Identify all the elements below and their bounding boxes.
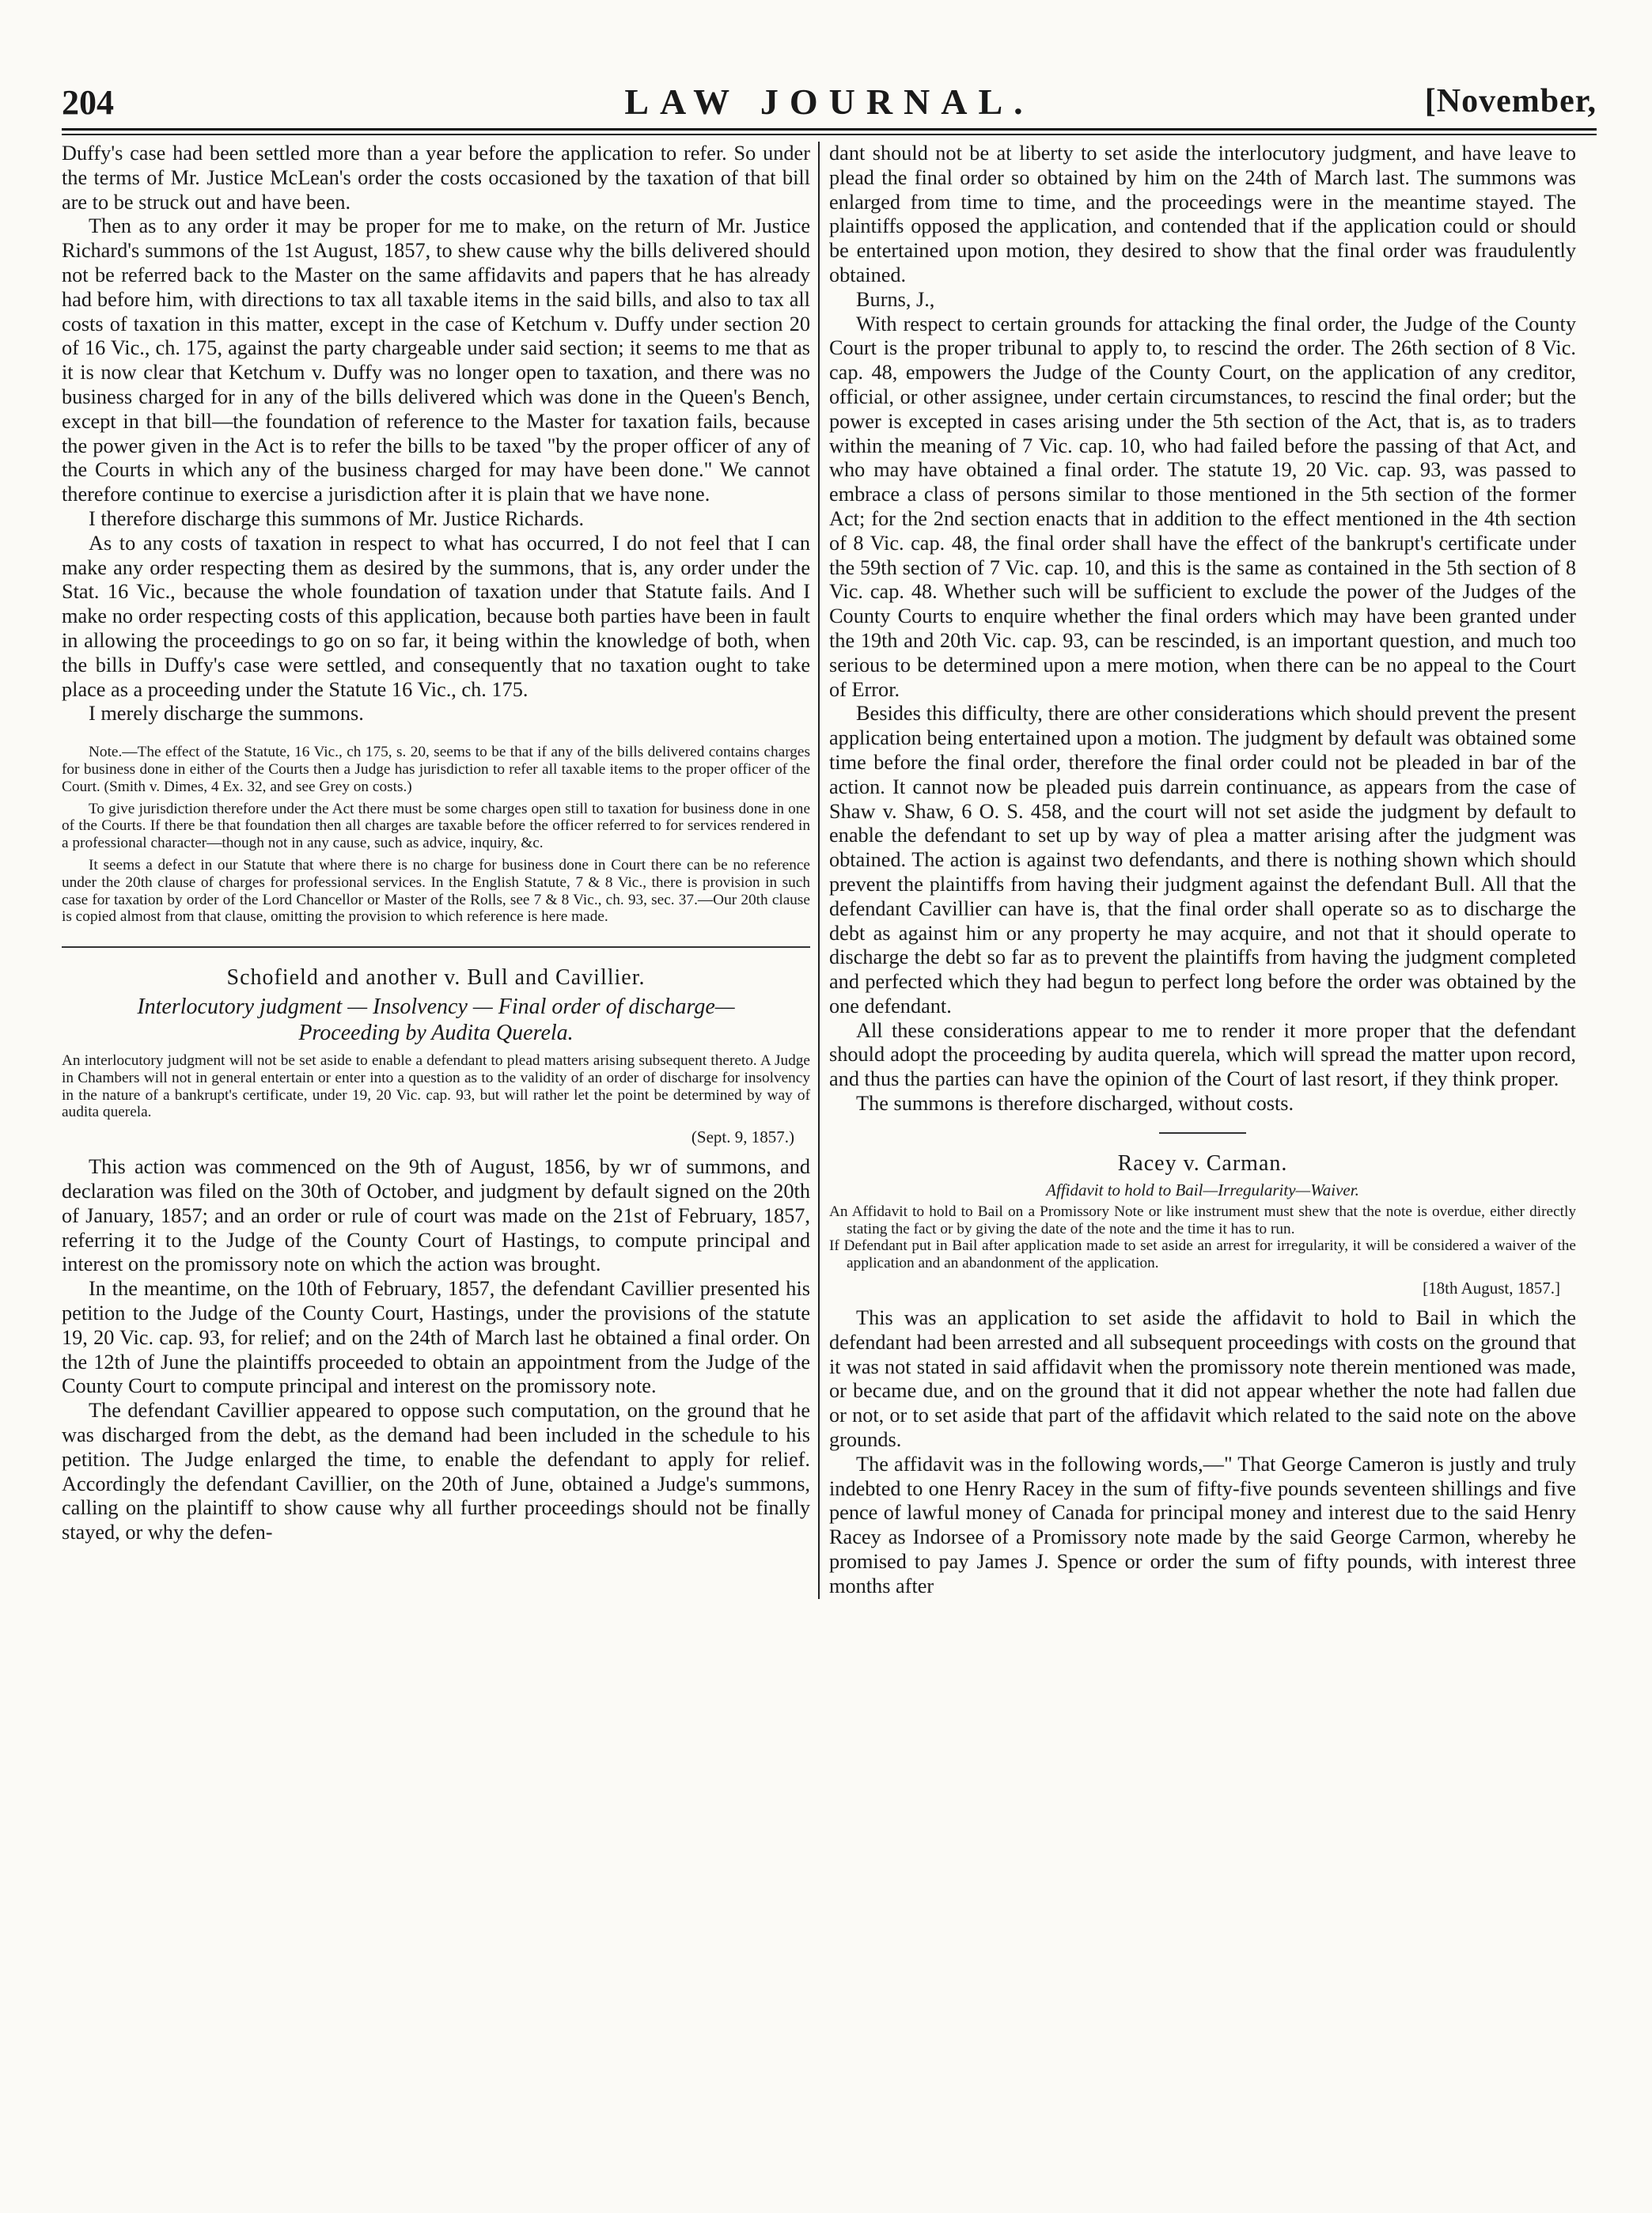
headnote-text: If Defendant put in Bail after application made to set aside an arrest for irregularity, it will be considered a waiver of the application and an abandonment of the application. <box>829 1237 1576 1272</box>
paragraph: The summons is therefore discharged, without costs. <box>856 1092 1294 1116</box>
case-subtitle-line: Interlocutory judgment — Insolvency — Final order of discharge— <box>137 995 735 1020</box>
issue-month: [November, <box>1424 83 1597 119</box>
headnote-text: An interlocutory judgment will not be set aside to enable a defendant to plead matters arising subsequent thereto. A Judge in Chambers will not in general entertain or enter into a question as to the validity of an order of discharge for insolvency in the nature of a bankrupt's certificate, under 19, 20 Vic. cap. 93, but will rather let the point be determined by way of audita querela. <box>62 1052 810 1121</box>
case-title: Racey v. Carman. <box>1117 1150 1288 1176</box>
case-subtitle: Affidavit to hold to Bail—Irregularity—Waiver. <box>1046 1180 1359 1199</box>
footnote: It seems a defect in our Statute that where there is no charge for business done in Court there can be no reference under the 20th clause of charges for professional services. In the English Statute, 7 & 8 Vic., there is provision in such case for taxation by order of the Lord Chancellor or Master of the Rolls, see 7 & 8 Vic., ch. 93, sec. 37.—Our 20th clause is copied almost from that clause, omitting the provision to which reference is here made. <box>62 856 810 926</box>
paragraph: I therefore discharge this summons of Mr. Justice Richards. <box>89 506 585 530</box>
case-date: [18th August, 1857.] <box>1423 1279 1560 1298</box>
headnote-text: An Affidavit to hold to Bail on a Promissory Note or like instrument must shew that the note is overdue, either directly stating the fact or by giving the date of the note and the time it has to run. <box>829 1203 1576 1237</box>
paragraph: The defendant Cavillier appeared to oppose such computation, on the ground that he was discharged from the debt, as the demand had been included in the schedule to his petition. The Judge enlarged the time, to enable the defendant to apply for relief. Accordingly the defendant Cavillier, on the 20th of June, obtained a Judge's summons, calling on the plaintiff to show cause why all further proceedings should not be finally stayed, or why the defen- <box>62 1399 810 1544</box>
header-rule <box>62 128 1597 135</box>
case-title: Schofield and another v. Bull and Cavillier. <box>62 946 810 991</box>
paragraph: As to any costs of taxation in respect to what has occurred, I do not feel that I can make any order respecting them as desired by the summons, that is, any order under the Stat. 16 Vic., because the whole foundation of taxation under that Statute fails. And I make no order respecting costs of this application, because both parties have been in fault in allowing the proceedings to go on so far, it being within the knowledge of both, when the bills in Duffy's case were settled, and consequently that no taxation ought to take place as a proceeding under the Statute 16 Vic., ch. 175. <box>62 531 810 701</box>
left-column <box>62 142 818 1599</box>
paragraph: Duffy's case had been settled more than a year before the application to refer. So under the terms of Mr. Justice McLean's order the costs occasioned by the taxation of that bill are to be struck out and have been. <box>62 142 810 214</box>
case-subtitle <box>62 994 810 1046</box>
section-rule <box>1159 1132 1246 1134</box>
case-date: (Sept. 9, 1857.) <box>691 1127 794 1147</box>
paragraph: I merely discharge the summons. <box>89 702 364 726</box>
footnote: To give jurisdiction therefore under the Act there must be some charges open still to taxation for business done in one of the Courts. If there be that foundation then all charges are taxable before the officer referred to for services rendered in a professional character—though not in any cause, such as advice, inquiry, &c. <box>62 800 810 852</box>
footnotes <box>62 744 810 926</box>
paragraph: This action was commenced on the 9th of August, 1856, by wr of summons, and declaration was filed on the 30th of October, and judgment by default signed on the 20th of January, 1857; and an order or rule of court was made on the 21st of February, 1857, referring it to the Judge of the County Court of Hastings, to compute principal and interest on the promissory note on which the action was brought. <box>62 1155 810 1276</box>
judge-name: Burns, J., <box>856 287 935 311</box>
page-number: 204 <box>62 83 114 122</box>
paragraph: dant should not be at liberty to set aside the interlocutory judgment, and have leave to plead the final order so obtained by him on the 24th of March last. The summons was enlarged from time to time, and the proceedings were in the meantime stayed. The plaintiffs opposed the application, and contended that if the application could or should be entertained upon motion, they desired to show that the final order was fraudulently obtained. <box>829 142 1576 286</box>
paragraph: In the meantime, on the 10th of February, 1857, the defendant Cavillier presented his petition to the Judge of the County Court, Hastings, under the provisions of the statute 19, 20 Vic. cap. 93, for relief; and on the 24th of March last he obtained a final order. On the 12th of June the plaintiffs proceeded to obtain an appointment from the Judge of the County Court to compute principal and interest on the promissory note. <box>62 1277 810 1398</box>
headnote <box>62 1052 810 1121</box>
case-subtitle-line: Proceeding by Audita Querela. <box>298 1021 574 1046</box>
paragraph: Then as to any order it may be proper for me to make, on the return of Mr. Justice Richard's summons of the 1st August, 1857, to shew cause why the bills delivered should not be referred back to the Master on the same affidavits and papers that he has already had before him, with directions to tax all taxable items in the said bills, and also to tax all costs of taxation in this matter, except in the case of Ketchum v. Duffy under section 20 of 16 Vic., ch. 175, against the party chargeable under said section; it seems to me that as it is now clear that Ketchum v. Duffy was no longer open to taxation, and there was no business charged for in any of the bills delivered which was done in the Queen's Bench, except in that bill—the foundation of reference to the Master for taxation fails, because the power given in the Act is to refer the bills to be taxed "by the proper officer of any of the Courts in which any of the business charged for may have been done." We cannot therefore continue to exercise a jurisdiction after it is plain that we have none. <box>62 214 810 506</box>
two-column-body <box>62 142 1597 1599</box>
right-column <box>820 142 1576 1599</box>
headnote <box>829 1203 1576 1272</box>
journal-title: LAW JOURNAL. <box>624 81 1034 122</box>
paragraph: All these considerations appear to me to render it more proper that the defendant should adopt the proceeding by audita querela, which will spread the matter upon record, and thus the parties can have the opinion of the Court of last resort, if they think proper. <box>829 1018 1576 1091</box>
paragraph: Besides this difficulty, there are other considerations which should prevent the present application being entertained upon a motion. The judgment by default was obtained some time before the final order, therefore the final order could not be pleaded in bar of the action. It cannot now be pleaded puis darrein continuance, as appears from the case of Shaw v. Shaw, 6 O. S. 458, and the court will not set aside the judgment by default to enable the defendant to set up by way of plea a matter arising after the judgment was obtained. The action is against two defendants, and there is nothing shown which should prevent the plaintiffs from having their judgment against the defendant Bull. All that the defendant Cavillier can have is, that the final order shall operate so as to discharge the debt as against him or any property he may acquire, and not that it should operate to discharge the debt so far as to prevent the plaintiffs from having the judgment completed and perfected which they had begun to perfect long before the order was obtained by the one defendant. <box>829 702 1576 1017</box>
page-header <box>62 76 1597 125</box>
paragraph: This was an application to set aside the affidavit to hold to Bail in which the defendant had been arrested and all subsequent proceedings with costs on the ground that it was not stated in said affidavit when the promissory note therein mentioned was made, or became due, and on the ground that it did not appear whether the note had fallen due or not, or to set aside that part of the affidavit which related to the said note on the above grounds. <box>829 1306 1576 1452</box>
paragraph: The affidavit was in the following words,—" That George Cameron is justly and truly indebted to one Henry Racey in the sum of fifty-five pounds seventeen shillings and five pence of lawful money of Canada for principal money and interest due to the said Henry Racey as Indorsee of a Promissory note made by the said George Carmon, whereby he promised to pay James J. Spence or order the sum of fifty pounds, with interest three months after <box>829 1452 1576 1597</box>
paragraph: With respect to certain grounds for attacking the final order, the Judge of the County Court is the proper tribunal to apply to, to rescind the order. The 26th section of 8 Vic. cap. 48, empowers the Judge of the County Court, on the application of any creditor, official, or other assignee, under certain circumstances, to rescind the final order; but the power is excepted in cases arising under the 5th section of the Act, that is, as to traders within the meaning of 7 Vic. cap. 10, who had failed before the passing of that Act, and who may have obtained a final order. The statute 19, 20 Vic. cap. 93, was passed to embrace a class of persons similar to those mentioned in the 5th section of the former Act; for the 2nd section enacts that in addition to the effect mentioned in the 4th section of 8 Vic. cap. 48, the final order shall have the effect of the bankrupt's certificate under the 59th section of 7 Vic. cap. 10, and this is the same as contained in the 5th section of 8 Vic. cap. 48. Whether such will be sufficient to exclude the power of the Judges of the County Courts to enquire whether the final orders which may have been granted under the 19th and 20th Vic. cap. 93, can be rescinded, is an important question, and much too serious to be determined upon a mere motion, when there can be no appeal to the Court of Error. <box>829 312 1576 701</box>
footnote: Note.—The effect of the Statute, 16 Vic., ch 175, s. 20, seems to be that if any of the bills delivered contains charges for business done in either of the Courts then a Judge has jurisdiction to refer all taxable items to the proper officer of the Court. (Smith v. Dimes, 4 Ex. 32, and see Grey on costs.) <box>62 744 810 795</box>
